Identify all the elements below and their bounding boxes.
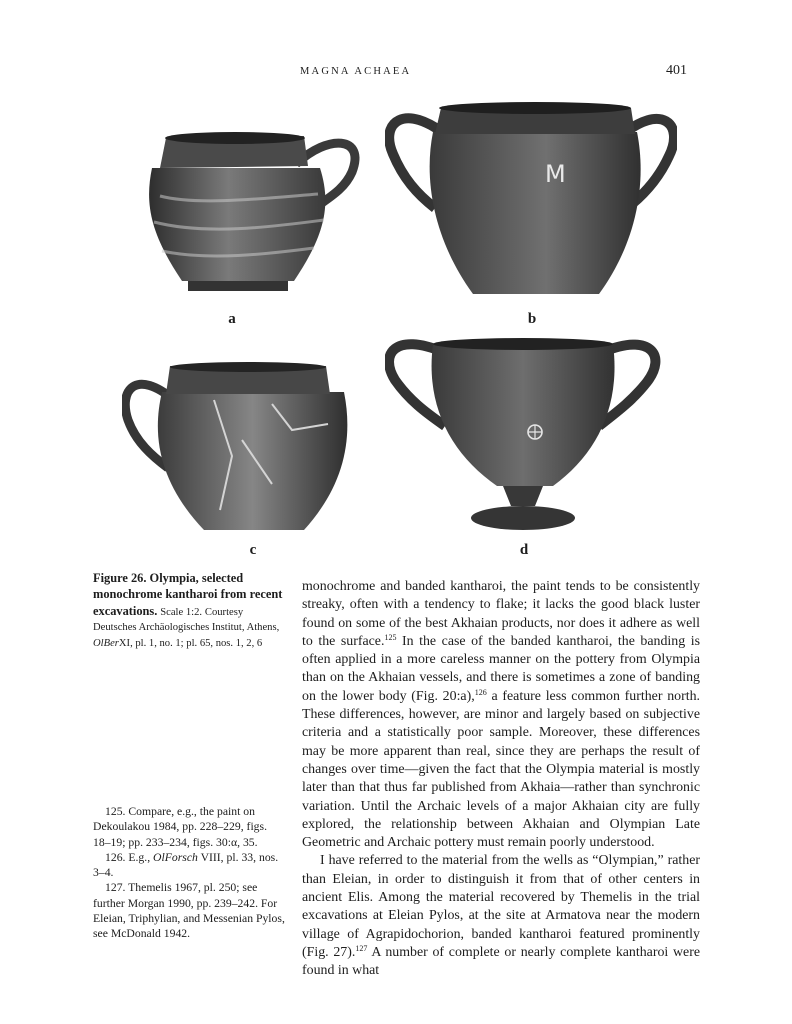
footnote-125: 125. Compare, e.g., the paint on Dekoulakou 1984, pp. 228–229, figs. 18–19; pp. 233–234, figs. 30:α, 35. xyxy=(93,805,267,849)
p2-text-a: I have referred to the material from the wells as “Olympian,” rather than Eleian, in order to distinguish it from that of other centers in ancient Elis. Among the material recovered by Themelis in the trial excavations at Eleian Pylos, at the site at Armatova near the modern village of Agrapidochorion, banded kantharoi featured prominently (Fig. 27). xyxy=(302,853,700,960)
p1-text-c: a feature less common further north. These differences, however, are minor and largely based on subjective criteria and a statistically poor sample. Moreover, these differences may be more apparent than real, since they are perhaps the result of changes over time—given the fact that the Olympia material is mostly later than that thus far published from Akhaia—rather than synchronic variation. Until the Archaic levels of a major Akhaian city are fully explored, the relationship between Akhaian and Olympian Late Geometric and Archaic pottery must remain poorly understood. xyxy=(302,688,700,851)
figure-letter-c: c xyxy=(249,542,257,558)
figure-letter-b: b xyxy=(527,311,537,327)
p2-text-b: A number of complete or nearly complete kantharoi were found in what xyxy=(302,944,701,979)
photo-kantharos-c xyxy=(122,360,352,535)
footnote-126-journal: OlForsch xyxy=(153,850,198,864)
footnote-126-text-b: VIII, pl. 33, nos. 3–4. xyxy=(93,850,279,880)
running-title: MAGNA ACHAEA xyxy=(300,66,412,77)
caption-journal: OlBer xyxy=(93,637,119,649)
caption-credit: Courtesy Deutsches Archäologisches Institut, Athens, xyxy=(93,606,280,634)
footnote-126 xyxy=(93,850,287,881)
running-head xyxy=(0,63,792,82)
page-number: 401 xyxy=(666,63,687,78)
figure-letter-d: d xyxy=(519,542,529,558)
footnotes xyxy=(93,804,287,942)
photo-kantharos-a xyxy=(138,126,363,298)
footnote-ref-126[interactable]: 126 xyxy=(474,687,487,697)
footnote-ref-127[interactable]: 127 xyxy=(355,943,368,953)
footnote-ref-125[interactable]: 125 xyxy=(384,632,397,642)
caption-title: Figure 26. Olympia, selected monochrome kantharoi from recent excavations. xyxy=(93,571,283,618)
body-paragraph-2 xyxy=(302,852,700,980)
inscription-m: M xyxy=(545,160,566,188)
figure-letter-a: a xyxy=(228,311,236,327)
body-text xyxy=(302,578,700,981)
body-paragraph-1 xyxy=(302,578,700,852)
footnote-126-text-a: 126. E.g., xyxy=(105,850,154,864)
footnote-127: 127. Themelis 1967, pl. 250; see further Morgan 1990, pp. 239–242. For Eleian, Triphylian, and Messenian Pylos, see McDonald 1942. xyxy=(93,881,285,941)
p1-text-b: In the case of the banded kantharoi, the banding is often applied in a more careless manner on the pottery from Olympia than on the Akhaian vessels, and there is sometimes a zone of banding on the lower body (Fig. 20:a), xyxy=(302,633,700,704)
caption-reference: XI, pl. 1, no. 1; pl. 65, nos. 1, 2, 6 xyxy=(118,637,263,649)
caption-scale: Scale 1:2. xyxy=(160,606,203,618)
photo-kantharos-d xyxy=(385,336,661,532)
p1-text-a: monochrome and banded kantharoi, the paint tends to be consistently streaky, often with a tendency to flake; it lacks the good black luster found on some of the best Akhaian products, nor does it adhere as well to the surface. xyxy=(302,579,700,649)
photo-kantharos-b xyxy=(385,102,677,302)
figure-caption xyxy=(93,571,283,651)
